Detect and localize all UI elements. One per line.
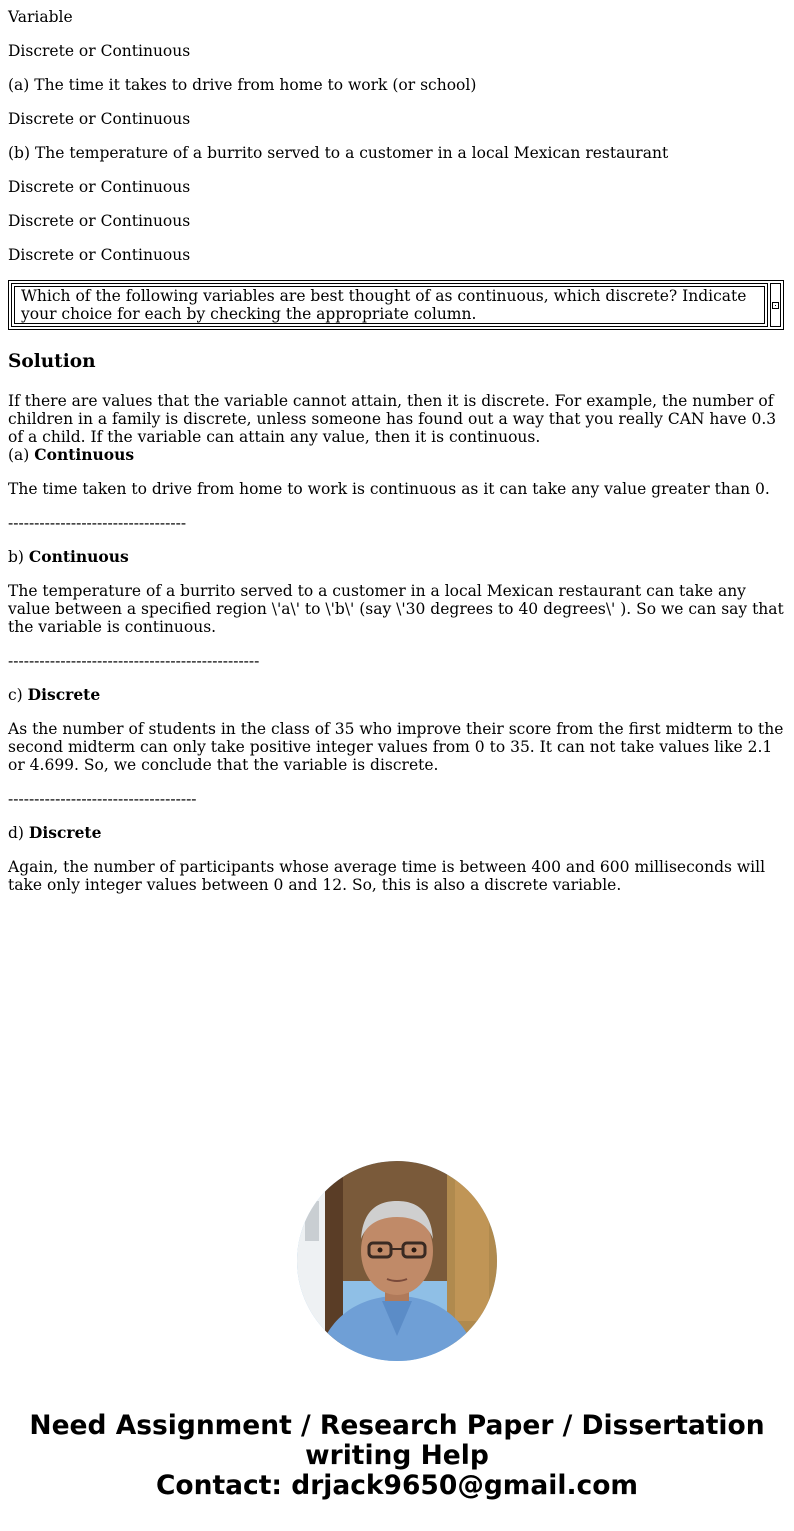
discrete-or-continuous-label: Discrete or Continuous: [8, 212, 191, 230]
answer-c-value: Discrete: [27, 685, 101, 704]
separator: ----------------------------------: [8, 514, 187, 532]
answer-d-value: Discrete: [28, 823, 102, 842]
author-portrait: [297, 1161, 497, 1361]
image-placeholder-cell: [770, 283, 781, 327]
solution-heading: Solution: [8, 351, 96, 372]
contact-footer: [0, 1411, 794, 1501]
document-body: [0, 8, 794, 894]
question-table: [8, 280, 784, 330]
discrete-or-continuous-label: Discrete or Continuous: [8, 246, 191, 264]
question-cell: [11, 283, 768, 327]
broken-image-icon: [772, 302, 779, 309]
answer-a-line: [8, 446, 786, 464]
answer-c-line: [8, 686, 786, 704]
answer-b-prefix: b): [8, 548, 29, 566]
footer-contact-line: Contact: drjack9650@gmail.com: [155, 1470, 639, 1501]
answer-b-explanation: The temperature of a burrito served to a customer in a local Mexican restaurant can take any value between a specified region \'a\' to \'b\' (say \'30 degrees to 40 degrees\' ). So we can say that the variable is continuous.: [8, 582, 784, 636]
question-b: (b) The temperature of a burrito served to a customer in a local Mexican restaurant: [8, 144, 669, 162]
answer-a-value: Continuous: [34, 445, 135, 464]
separator: ------------------------------------: [8, 790, 197, 808]
separator: ------------------------------------------------: [8, 652, 260, 670]
answer-b-value: Continuous: [28, 547, 129, 566]
variable-label: Variable: [8, 8, 73, 26]
question-a: (a) The time it takes to drive from home to work (or school): [8, 76, 477, 94]
answer-c-explanation: As the number of students in the class of 35 who improve their score from the first midterm to the second midterm can only take positive integer values from 0 to 35. It can not take values like 2.1 or 4.699. So, we conclude that the variable is discrete.: [8, 720, 784, 774]
answer-d-line: [8, 824, 786, 842]
author-avatar: [297, 1161, 497, 1361]
discrete-or-continuous-label: Discrete or Continuous: [8, 110, 191, 128]
discrete-or-continuous-label: Discrete or Continuous: [8, 178, 191, 196]
discrete-or-continuous-label: Discrete or Continuous: [8, 42, 191, 60]
footer-line-2: writing Help: [305, 1440, 489, 1471]
answer-c-prefix: c): [8, 686, 28, 704]
answer-d-explanation: Again, the number of participants whose average time is between 400 and 600 milliseconds will take only integer values between 0 and 12. So, this is also a discrete variable.: [8, 858, 766, 894]
answer-b-line: [8, 548, 786, 566]
answer-a-prefix: (a): [8, 446, 35, 464]
question-text: Which of the following variables are best thought of as continuous, which discrete? Indicate your choice for each by checking the appropriate column.: [14, 286, 765, 324]
footer-line-1: Need Assignment / Research Paper / Dissertation: [29, 1410, 765, 1441]
solution-intro: If there are values that the variable cannot attain, then it is discrete. For example, the number of children in a family is discrete, unless someone has found out a way that you really CAN have 0.3 of a child. If the variable can attain any value, then it is continuous.: [8, 392, 777, 446]
solution-intro-block: [8, 392, 786, 464]
answer-a-explanation: The time taken to drive from home to work is continuous as it can take any value greater than 0.: [8, 480, 770, 498]
answer-d-prefix: d): [8, 824, 29, 842]
